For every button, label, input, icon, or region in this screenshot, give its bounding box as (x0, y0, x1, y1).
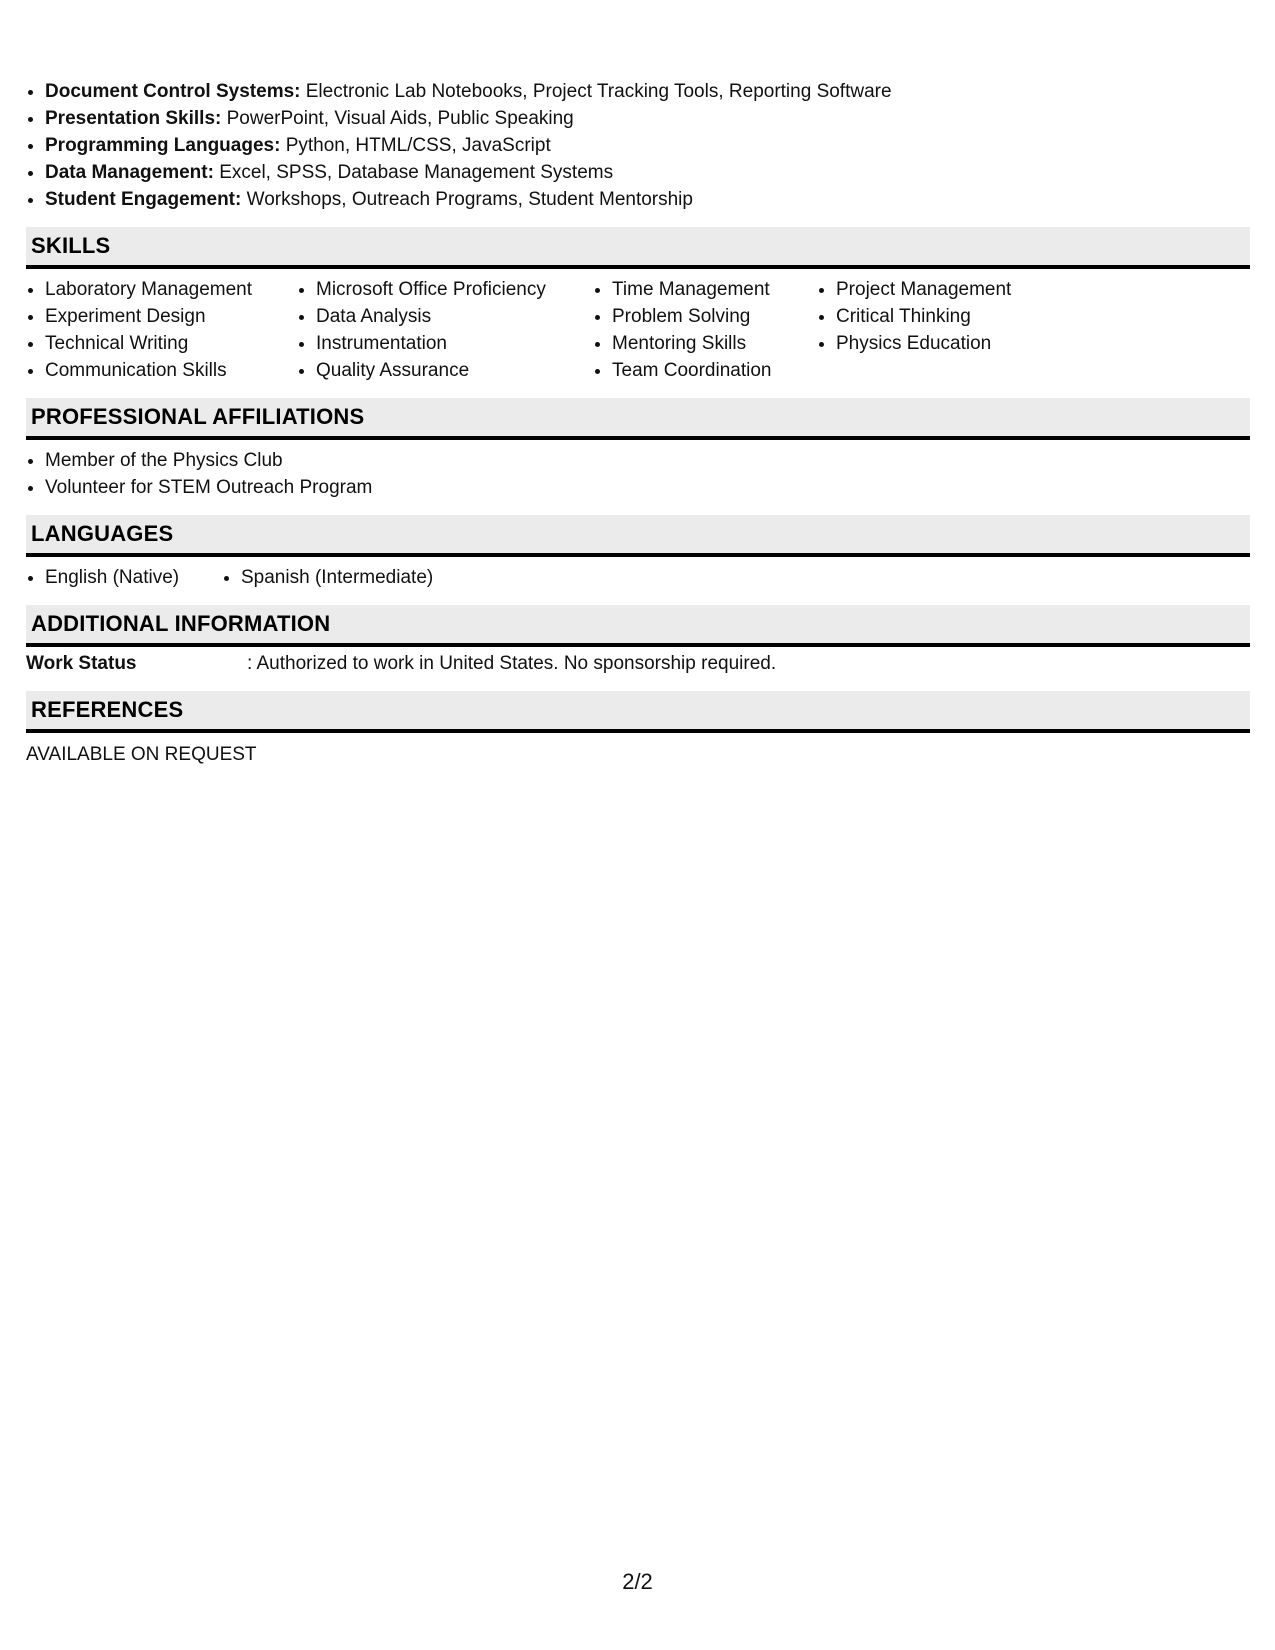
list-item: • Problem Solving (612, 303, 817, 330)
skills-column-2 (297, 276, 593, 384)
additional-info-body (26, 647, 1250, 677)
list-item: • Microsoft Office Proficiency (316, 276, 593, 303)
list-item: • Volunteer for STEM Outreach Program (45, 474, 1250, 501)
list-item: • Presentation Skills: PowerPoint, Visual Aids, Public Speaking (45, 105, 1250, 132)
work-status-label: Work Status (26, 653, 137, 674)
list-item: • Data Management: Excel, SPSS, Database Management Systems (45, 159, 1250, 186)
skills-heading: SKILLS (26, 227, 1250, 269)
skills-column-4 (817, 276, 1096, 384)
references-body (26, 733, 1250, 768)
list-item: • Team Coordination (612, 357, 817, 384)
list-item: • Member of the Physics Club (45, 447, 1250, 474)
list-item: • Physics Education (836, 330, 1096, 357)
list-item: • Mentoring Skills (612, 330, 817, 357)
list-item: • English (Native) (45, 564, 222, 591)
list-item: • Spanish (Intermediate) (241, 564, 433, 591)
list-item: • Laboratory Management (45, 276, 297, 303)
list-item: • Data Analysis (316, 303, 593, 330)
languages-body (26, 557, 1250, 591)
resume-page (26, 78, 1250, 768)
affiliations-body (26, 440, 1250, 501)
references-text: AVAILABLE ON REQUEST (26, 744, 257, 765)
list-item: • Experiment Design (45, 303, 297, 330)
work-status-value: : Authorized to work in United States. No sponsorship required. (247, 653, 777, 674)
affiliations-heading: PROFESSIONAL AFFILIATIONS (26, 398, 1250, 440)
list-item: • Time Management (612, 276, 817, 303)
languages-list-2 (222, 564, 433, 591)
references-heading: REFERENCES (26, 691, 1250, 733)
list-item: • Instrumentation (316, 330, 593, 357)
list-item: • Project Management (836, 276, 1096, 303)
skills-columns (26, 269, 1250, 384)
list-item: • Document Control Systems: Electronic Lab Notebooks, Project Tracking Tools, Reporting Software (45, 78, 1250, 105)
list-item: • Communication Skills (45, 357, 297, 384)
page-number: 2/2 (622, 1569, 653, 1594)
work-status-row (26, 650, 1250, 677)
list-item: • Quality Assurance (316, 357, 593, 384)
technical-skills-list (26, 78, 1250, 213)
list-item: • Programming Languages: Python, HTML/CSS, JavaScript (45, 132, 1250, 159)
additional-info-heading: ADDITIONAL INFORMATION (26, 605, 1250, 647)
skills-column-1 (26, 276, 297, 384)
languages-heading: LANGUAGES (26, 515, 1250, 557)
languages-list-1 (26, 564, 222, 591)
list-item: • Student Engagement: Workshops, Outreach Programs, Student Mentorship (45, 186, 1250, 213)
list-item: • Critical Thinking (836, 303, 1096, 330)
affiliations-list (26, 447, 1250, 501)
list-item: • Technical Writing (45, 330, 297, 357)
skills-column-3 (593, 276, 817, 384)
